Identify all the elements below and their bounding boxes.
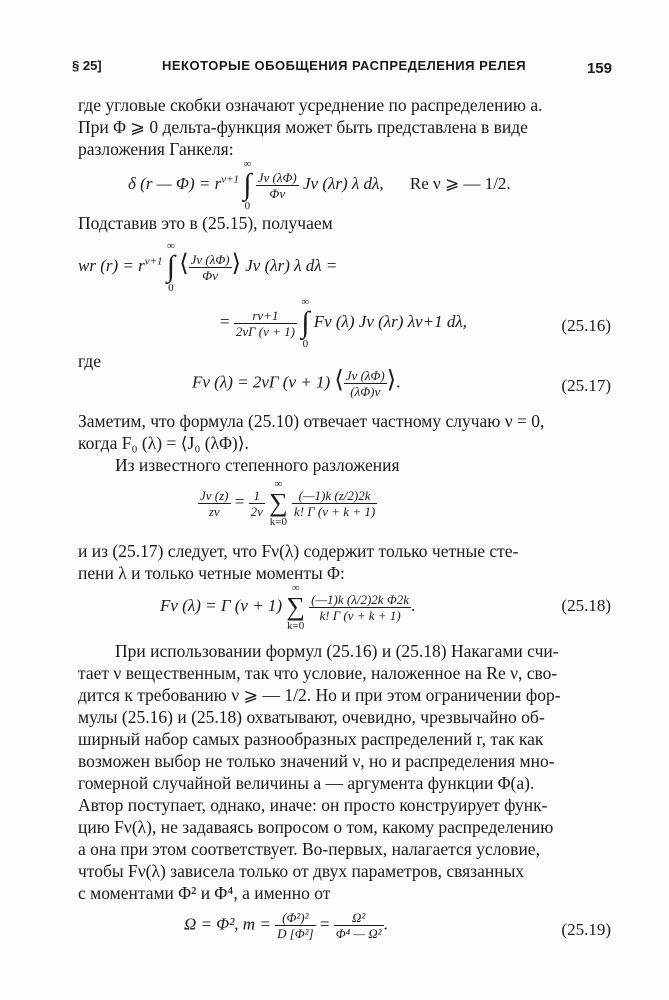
equation-wr: wr $(r) = r^{\nu+1}$ ∞ ∫ 0 ⟨ $\frac{J\nu (\lambda\Phi)}{\Phi\nu}$ ⟩ Jν (λr) λ dλ =: [78, 240, 338, 294]
text-line: a она при этом соответствует. Во-первых, налагается условие,: [78, 839, 540, 859]
sum-glyph: ∑: [269, 488, 288, 517]
text-line: разложения Ганкеля:: [78, 139, 234, 159]
equation-series: [198, 478, 377, 528]
equation-25-19: [184, 910, 388, 941]
text-line: Заметим, что формула (25.10) отвечает частному случаю ν = 0,: [78, 411, 545, 431]
equation-delta: [128, 158, 511, 212]
upper-limit: ∞: [243, 158, 252, 170]
upper-limit: ∞: [274, 478, 283, 490]
fraction: [198, 488, 231, 519]
equation-25-17: Fν (λ) = 2νΓ (ν + 1) ⟨ $\frac{J\nu (\lambda\Phi)}{(\lambda\Phi)\nu}$ ⟩.: [192, 367, 401, 399]
integral-glyph: ∫: [301, 306, 310, 339]
numerator: (—1)k (λ/2)2k Φ2k: [311, 591, 409, 607]
fraction: [256, 170, 299, 201]
equation-label: (25.17): [561, 376, 611, 395]
fraction: [189, 252, 232, 283]
numerator: (—1)k (z/2)2k: [292, 488, 377, 504]
eq-condition: Re ν ⩾ — 1/2.: [409, 173, 511, 193]
text-line: Из известного степенного разложения: [115, 455, 400, 475]
text-line: Автор поступает, однако, иначе: он просто конструирует функ-: [78, 795, 548, 815]
numerator: Jν (λΦ): [257, 169, 297, 185]
eq-lhs: Fν (λ) = Γ (ν + 1): [160, 595, 283, 615]
text-line: ширный набор самых разнообразных распределений r, так как: [78, 729, 544, 749]
integral-sign: [167, 240, 175, 294]
numerator: (Φ²)²: [275, 910, 316, 926]
text-line: с моментами Φ² и Φ⁴, а именно от: [78, 883, 331, 903]
eq-lhs: Ω = Φ², m =: [184, 914, 271, 934]
integral-glyph: ∫: [166, 250, 176, 283]
page-number: 159: [586, 60, 612, 77]
section-mark: § 25]: [72, 58, 102, 73]
upper-limit: ∞: [301, 296, 310, 308]
text-line: гомерной случайной величины a — аргумента функции Φ(a).: [78, 773, 535, 793]
running-title: НЕКОТОРЫЕ ОБОБЩЕНИЯ РАСПРЕДЕЛЕНИЯ РЕЛЕЯ: [162, 58, 527, 73]
fraction: [344, 368, 387, 399]
denominator: 2νΓ (ν + 1): [235, 323, 295, 339]
text-line: возможен выбор не только значений ν, но и распределения мно-: [78, 751, 555, 771]
text-line: и из (25.17) следует, что Fν(λ) содержит только четные сте-: [78, 541, 519, 561]
text-line: цию Fν(λ), не задаваясь вопросом о том, какому распределению: [78, 817, 554, 837]
text-line: тает ν вещественным, так что условие, наложенное на Re ν, сво-: [78, 663, 558, 683]
denominator: (λΦ)ν: [350, 384, 381, 399]
text-line: мулы (25.16) и (25.18) охватывают, очевидно, чрезвычайно об-: [78, 707, 545, 727]
lower-limit: 0: [244, 200, 251, 212]
upper-limit: ∞: [166, 240, 175, 252]
text-line: где угловые скобки означают усреднение по распределению a.: [78, 95, 543, 115]
sum-sign: [269, 478, 288, 528]
lower-limit: 0: [302, 338, 309, 350]
integral-sign: [243, 158, 251, 212]
eq-rest: Jν (λr) λ dλ,: [303, 173, 384, 193]
sum-sign: [286, 582, 305, 632]
denominator: k! Γ (ν + k + 1): [293, 503, 376, 519]
text-line: Подставив это в (25.15), получаем: [78, 213, 333, 233]
fraction: [234, 308, 297, 339]
equals-sign: =: [220, 311, 230, 331]
equals-sign: =: [319, 914, 330, 934]
denominator: zν: [208, 503, 220, 519]
equation-label: (25.19): [561, 920, 611, 939]
equation-label: (25.16): [561, 316, 611, 335]
eq-lhs: Fν (λ) = 2νΓ (ν + 1): [192, 372, 331, 392]
numerator: Jν (z): [200, 487, 229, 503]
eq-rest: Fν (λ) Jν (λr) λν+1 dλ,: [313, 311, 467, 331]
lower-limit: k=0: [287, 620, 305, 632]
lower-limit: 0: [168, 282, 174, 294]
eq-lhs: wr (r) = r: [78, 255, 145, 275]
text-line: При использовании формул (25.16) и (25.18) Накагами счи-: [115, 641, 559, 661]
numerator: Jν (λΦ): [345, 368, 385, 383]
fraction: [292, 488, 377, 519]
equation-25-16: [220, 296, 467, 350]
text-line: пени λ и только четные моменты Φ:: [78, 563, 345, 583]
numerator: rν+1: [234, 308, 297, 324]
eq-sup: ν+1: [221, 173, 240, 186]
numerator: 1: [249, 488, 265, 504]
denominator: D [Φ²]: [277, 926, 314, 941]
fraction: [249, 488, 265, 519]
equation-label: (25.18): [561, 596, 611, 615]
equals-sign: =: [234, 491, 245, 511]
text-line: когда F₀ (λ) = ⟨J₀ (λΦ)⟩.: [78, 433, 249, 453]
numerator: Ω²: [334, 910, 384, 926]
sum-glyph: ∑: [286, 592, 305, 621]
denominator: Φν: [269, 185, 286, 201]
eq-rest: Jν (λr) λ dλ =: [245, 255, 338, 275]
denominator: Φ⁴ — Ω²: [335, 926, 382, 941]
integral-glyph: ∫: [243, 168, 252, 201]
period: .: [383, 914, 388, 934]
eq-sup: ν+1: [144, 255, 163, 268]
denominator: Φν: [202, 267, 218, 283]
text-line: При Φ ⩾ 0 дельта-функция может быть представлена в виде: [78, 117, 528, 137]
numerator: Jν (λΦ): [190, 251, 230, 267]
integral-sign: [301, 296, 309, 350]
upper-limit: ∞: [291, 582, 300, 594]
fraction: [275, 910, 316, 941]
equation-25-18: [160, 582, 415, 632]
text-line: где: [78, 351, 101, 371]
fraction: [334, 910, 384, 941]
denominator: 2ν: [250, 503, 263, 519]
fraction: [309, 592, 411, 623]
lower-limit: k=0: [269, 516, 288, 528]
period: .: [396, 372, 401, 392]
text-line: дится к требованию ν ⩾ — 1/2. Но и при этом ограничении фор-: [78, 685, 561, 705]
period: .: [410, 595, 416, 615]
denominator: k! Γ (ν + k + 1): [319, 607, 401, 623]
running-header: [72, 58, 612, 80]
eq-lhs: δ (r — Φ) = r: [128, 173, 222, 193]
text-line: чтобы Fν(λ) зависела только от двух параметров, связанных: [78, 861, 525, 881]
